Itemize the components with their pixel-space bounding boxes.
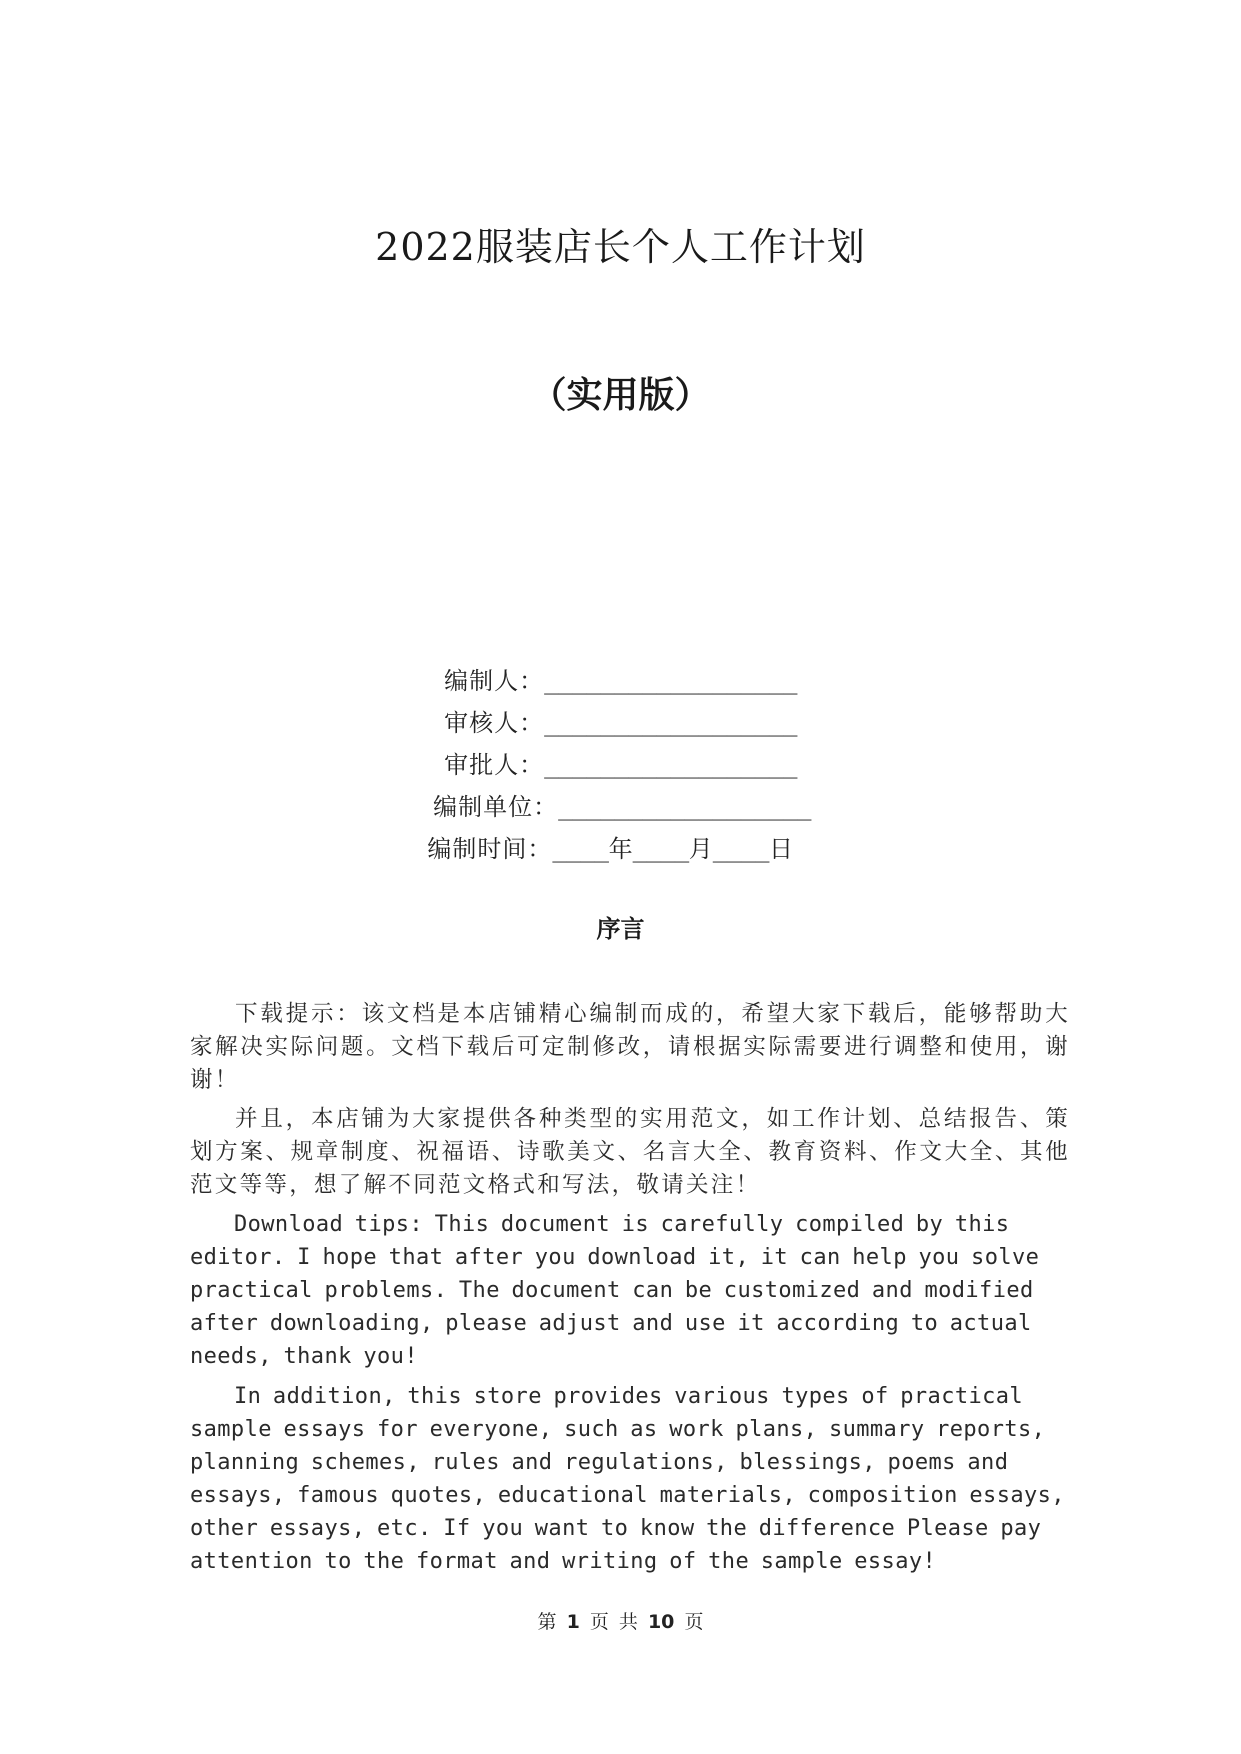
compiler-label: 编制人： [444, 667, 545, 695]
year-label: 年 [608, 835, 633, 863]
preface-paragraph-en-1: Download tips: This document is carefully compiled by this editor. I hope that after you download it, it can help you solve practical problems. The document can be customized and modified after downloading, please adjust and use it according to actual needs, thank you! [190, 1212, 1040, 1369]
document-title: 2022服装店长个人工作计划 [375, 225, 866, 269]
month-label: 月 [688, 835, 713, 863]
preface-paragraph-cn-2: 并且，本店铺为大家提供各种类型的实用范文，如工作计划、总结报告、策划方案、规章制度、祝福语、诗歌美文、名言大全、教育资料、作文大全、其他范文等等，想了解不同范文格式和写法，敬请关注！ [190, 1106, 1070, 1198]
current-page-number: 1 [566, 1611, 580, 1633]
unit-row [433, 786, 811, 828]
page-footer [0, 1608, 1241, 1636]
day-label: 日 [769, 835, 793, 863]
reviewer-row [444, 702, 797, 744]
time-row [427, 828, 793, 870]
footer-prefix: 第 [537, 1611, 557, 1633]
reviewer-blank: __________________ [544, 709, 797, 737]
approver-row [444, 744, 797, 786]
time-label: 编制时间： [427, 835, 553, 863]
unit-blank: __________________ [558, 793, 811, 821]
month-blank: ____ [632, 835, 689, 863]
reviewer-label: 审核人： [444, 709, 545, 737]
approver-label: 审批人： [444, 751, 545, 779]
total-pages-number: 10 [647, 1611, 675, 1633]
document-subtitle: （实用版） [530, 375, 711, 416]
day-blank: ____ [712, 835, 769, 863]
compiler-blank: __________________ [544, 667, 797, 695]
approver-blank: __________________ [544, 751, 797, 779]
footer-middle: 页 共 [589, 1611, 638, 1633]
footer-suffix: 页 [684, 1611, 704, 1633]
preface-title: 序言 [596, 915, 645, 943]
preface-body [190, 998, 1070, 1585]
preface-paragraph-en-2: In addition, this store provides various types of practical sample essays for everyone, such as work plans, summary reports, planning schemes, rules and regulations, blessings, poems and essays, famous quotes, educational materials, composition essays, other essays, etc. If you want to know the difference Please pay attention to the format and writing of the sample essay! [190, 1384, 1065, 1574]
unit-label: 编制单位： [433, 793, 559, 821]
preface-paragraph-cn-1: 下载提示：该文档是本店铺精心编制而成的，希望大家下载后，能够帮助大家解决实际问题。文档下载后可定制修改，请根据实际需要进行调整和使用，谢谢！ [190, 1001, 1070, 1093]
year-blank: ____ [552, 835, 609, 863]
compiler-row [444, 660, 797, 702]
